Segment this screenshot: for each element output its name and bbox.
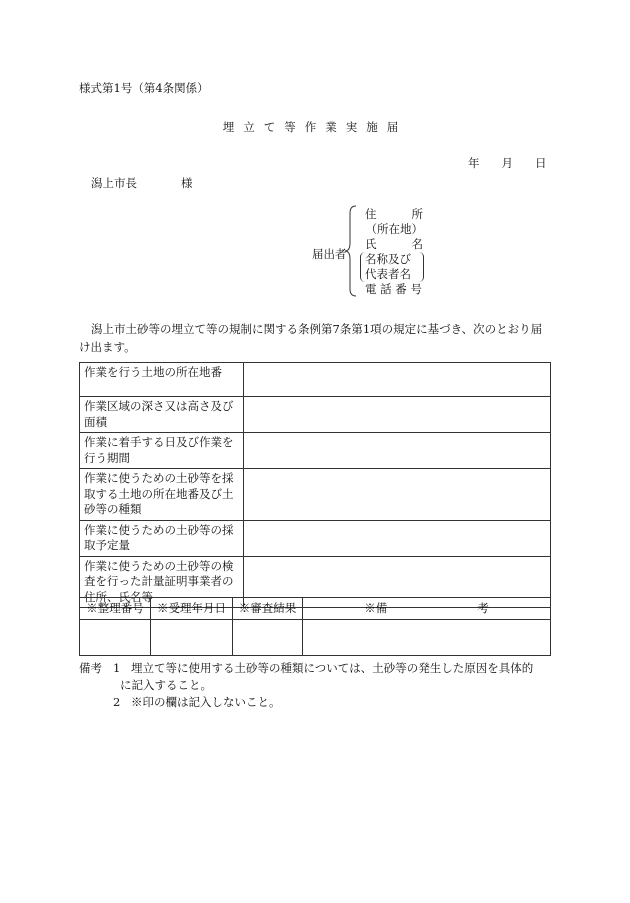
- addressee: [91, 175, 193, 192]
- applicant-label: 届出者: [312, 247, 347, 261]
- applicant-brace: [344, 205, 358, 297]
- note-item: 備考 1 埋立て等に使用する土砂等の種類については、土砂等の発生した原因を具体的: [79, 661, 534, 675]
- table-row: [80, 619, 551, 655]
- office-cell-remarks: [303, 619, 551, 655]
- field-table: [79, 362, 551, 608]
- table-row: [80, 363, 551, 397]
- field-label-location: 作業を行う土地の所在地番: [80, 363, 244, 397]
- office-cell-result: [233, 619, 303, 655]
- date-line: [468, 155, 547, 172]
- addressee-suffix: 様: [181, 176, 193, 190]
- field-label-inspector: 作業に使うための土砂等の検査を行った計量証明事業者の住所、氏名等: [80, 556, 244, 608]
- table-row: [80, 598, 551, 620]
- office-cell-reg-no: [80, 619, 151, 655]
- table-row: [80, 397, 551, 433]
- applicant-address: 住 所: [365, 207, 423, 221]
- applicant-name-sub1: 名称及び: [365, 252, 411, 266]
- applicant-address-sub: （所在地）: [365, 222, 423, 236]
- field-value-area[interactable]: [244, 397, 551, 433]
- office-col-result: ※審査結果: [233, 598, 303, 620]
- notes-label: 備考: [79, 661, 102, 675]
- name-sub-bracket: [360, 252, 424, 282]
- note-item: 2 ※印の欄は記入しないこと。: [113, 695, 281, 709]
- field-label-area: 作業区域の深さ又は高さ及び面積: [80, 397, 244, 433]
- table-row: [80, 433, 551, 469]
- body-text: 潟上市土砂等の埋立て等の規制に関する条例第7条第1項の規定に基づき、次のとおり届け出ます。: [79, 322, 543, 354]
- office-use-table: [79, 597, 551, 656]
- table-row: [80, 469, 551, 521]
- field-value-quantity[interactable]: [244, 520, 551, 556]
- day-label: 日: [535, 156, 547, 170]
- office-col-remarks: ※備 考: [303, 598, 551, 620]
- applicant-name-sub2: 代表者名: [365, 267, 411, 281]
- form-number: 様式第1号（第4条関係）: [79, 81, 209, 95]
- field-label-quantity: 作業に使うための土砂等の採取予定量: [80, 520, 244, 556]
- office-col-reg-no: ※整理番号: [80, 598, 151, 620]
- table-row: [80, 520, 551, 556]
- field-label-source: 作業に使うための土砂等を採取する土地の所在地番及び土砂等の種類: [80, 469, 244, 521]
- field-value-location[interactable]: [244, 363, 551, 397]
- notes: [79, 660, 559, 711]
- applicant-phone: 電 話 番 号: [365, 282, 422, 296]
- office-col-received: ※受理年月日: [151, 598, 233, 620]
- office-cell-received: [151, 619, 233, 655]
- field-value-period[interactable]: [244, 433, 551, 469]
- note-continuation: に記入すること。: [120, 678, 212, 692]
- field-label-period: 作業に着手する日及び作業を行う期間: [80, 433, 244, 469]
- month-label: 月: [501, 156, 513, 170]
- field-value-source[interactable]: [244, 469, 551, 521]
- addressee-name: 潟上市長: [91, 176, 137, 190]
- page-title: 埋立て等作業実施届: [222, 120, 408, 134]
- year-label: 年: [468, 156, 480, 170]
- applicant-name: 氏 名: [365, 237, 423, 251]
